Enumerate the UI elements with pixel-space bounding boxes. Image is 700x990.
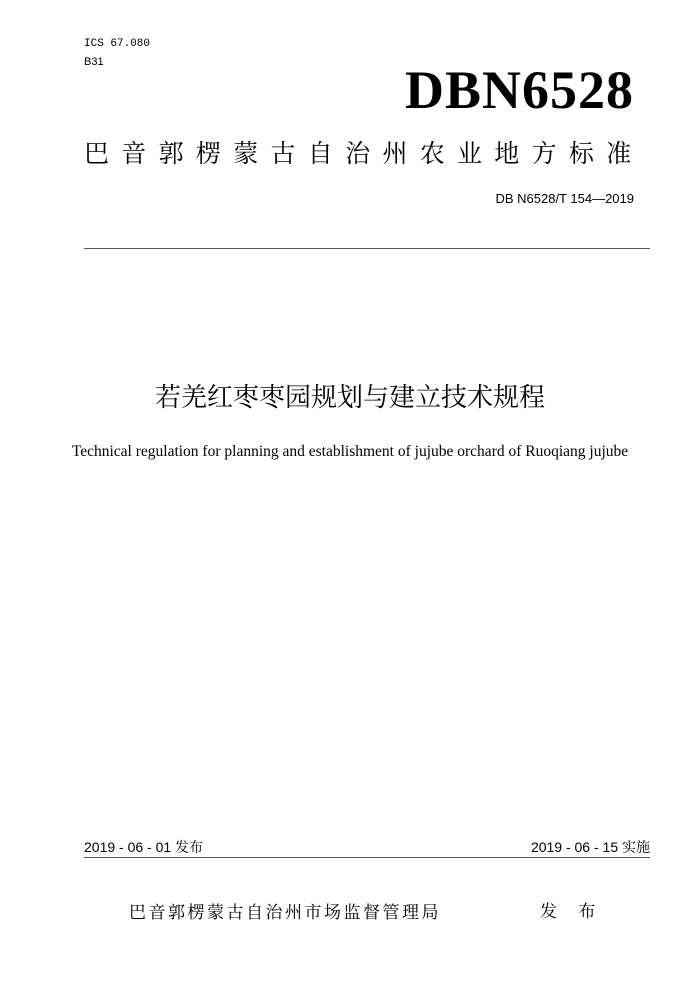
ics-code: ICS 67.080 [84,38,151,50]
document-title-english: Technical regulation for planning and establishment of jujube orchard of Ruoqiang jujube [71,443,629,460]
issue-date: 2019 - 06 - 01 发布 [84,839,204,855]
standard-type-title: 巴音郭楞蒙古自治州农业地方标准 [84,139,644,168]
standard-number: DB N6528/T 154—2019 [495,191,634,206]
classification-code: B31 [84,56,104,68]
publisher-name: 巴音郭楞蒙古自治州市场监督管理局 [129,903,441,923]
publish-label: 发 布 [540,902,604,922]
footer-divider [84,857,650,858]
standard-code-mark: DBN6528 [404,60,634,120]
implementation-date: 2019 - 06 - 15 实施 [530,839,650,855]
header-divider [84,248,650,249]
document-title-chinese: 若羌红枣枣园规划与建立技术规程 [154,383,545,413]
